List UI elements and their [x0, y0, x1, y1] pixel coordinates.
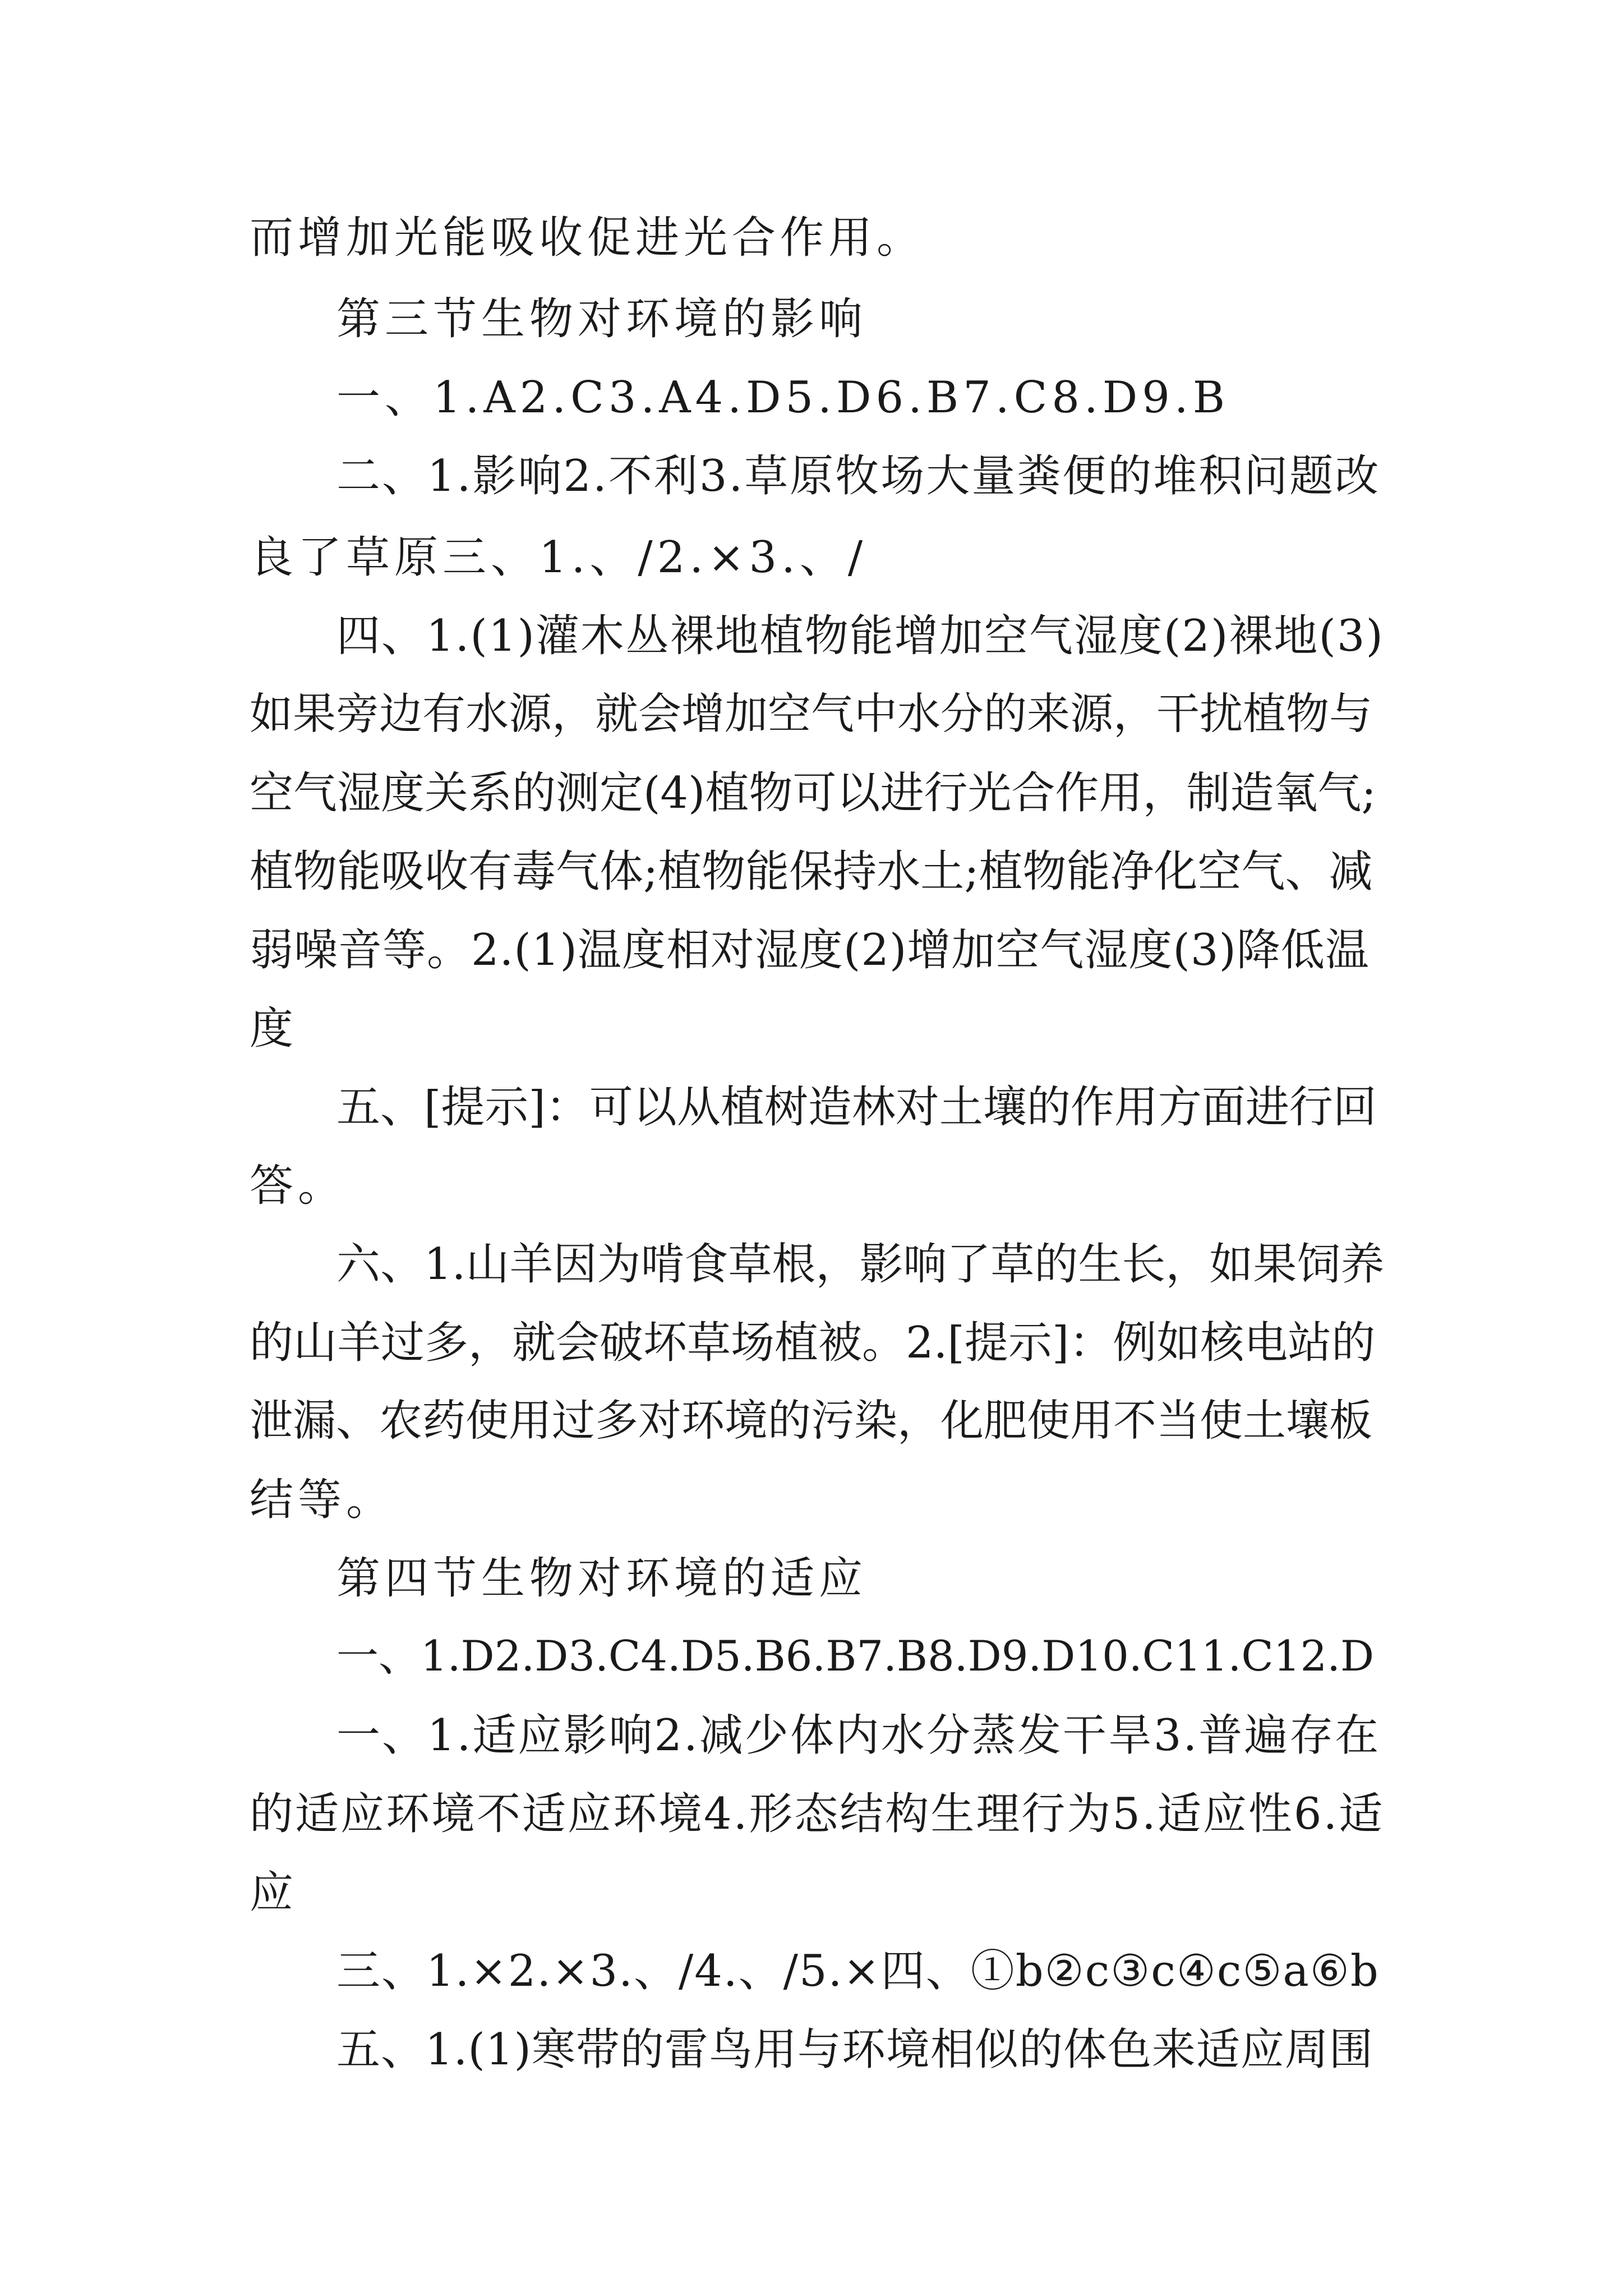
text-line: 六、1.山羊因为啃食草根，影响了草的生长，如果饲养	[336, 1239, 1385, 1290]
text-line: 一、1.适应影响2.减少体内水分蒸发干旱3.普遍存在	[336, 1710, 1381, 1761]
section-heading: 第三节生物对环境的影响	[336, 294, 868, 344]
text-line: 四、1.(1)灌木丛裸地植物能增加空气湿度(2)裸地(3)	[336, 611, 1384, 661]
text-line: 空气湿度关系的测定(4)植物可以进行光合作用，制造氧气;	[250, 768, 1376, 818]
text-line: 泄漏、农药使用过多对环境的污染，化肥使用不当使土壤板	[250, 1396, 1372, 1446]
text-line: 度	[250, 1004, 298, 1054]
text-line: 的适应环境不适应环境4.形态结构生理行为5.适应性6.适	[250, 1789, 1385, 1839]
text-line: 二、1.影响2.不利3.草原牧场大量粪便的堆积问题改	[336, 451, 1381, 501]
text-line: 弱噪音等。2.(1)温度相对湿度(2)增加空气湿度(3)降低温	[250, 925, 1370, 976]
text-line: 结等。	[250, 1475, 395, 1525]
text-line: 答。	[250, 1161, 347, 1211]
text-line: 五、1.(1)寒带的雷鸟用与环境相似的体色来适应周围	[336, 2024, 1373, 2075]
text-line: 植物能吸收有毒气体;植物能保持水土;植物能净化空气、减	[250, 846, 1373, 897]
text-line: 如果旁边有水源，就会增加空气中水分的来源，干扰植物与	[250, 689, 1372, 739]
text-line: 的山羊过多，就会破坏草场植被。2.[提示]：例如核电站的	[250, 1318, 1376, 1368]
section-heading: 第四节生物对环境的适应	[336, 1553, 868, 1604]
text-line: 良了草原三、1.、/2.×3.、/	[250, 532, 868, 583]
text-line: 应	[250, 1867, 298, 1918]
text-line: 三、1.×2.×3.、/4.、/5.×四、①b②c③c④c⑤a⑥b	[336, 1946, 1380, 1996]
text-line: 五、[提示]：可以从植树造林对土壤的作用方面进行回	[336, 1082, 1377, 1133]
text-line: 而增加光能吸收促进光合作用。	[250, 213, 925, 263]
text-line: 一、1.A2.C3.A4.D5.D6.B7.C8.D9.B	[336, 372, 1230, 423]
text-line: 一、1.D2.D3.C4.D5.B6.B7.B8.D9.D10.C11.C12.D	[336, 1631, 1375, 1681]
